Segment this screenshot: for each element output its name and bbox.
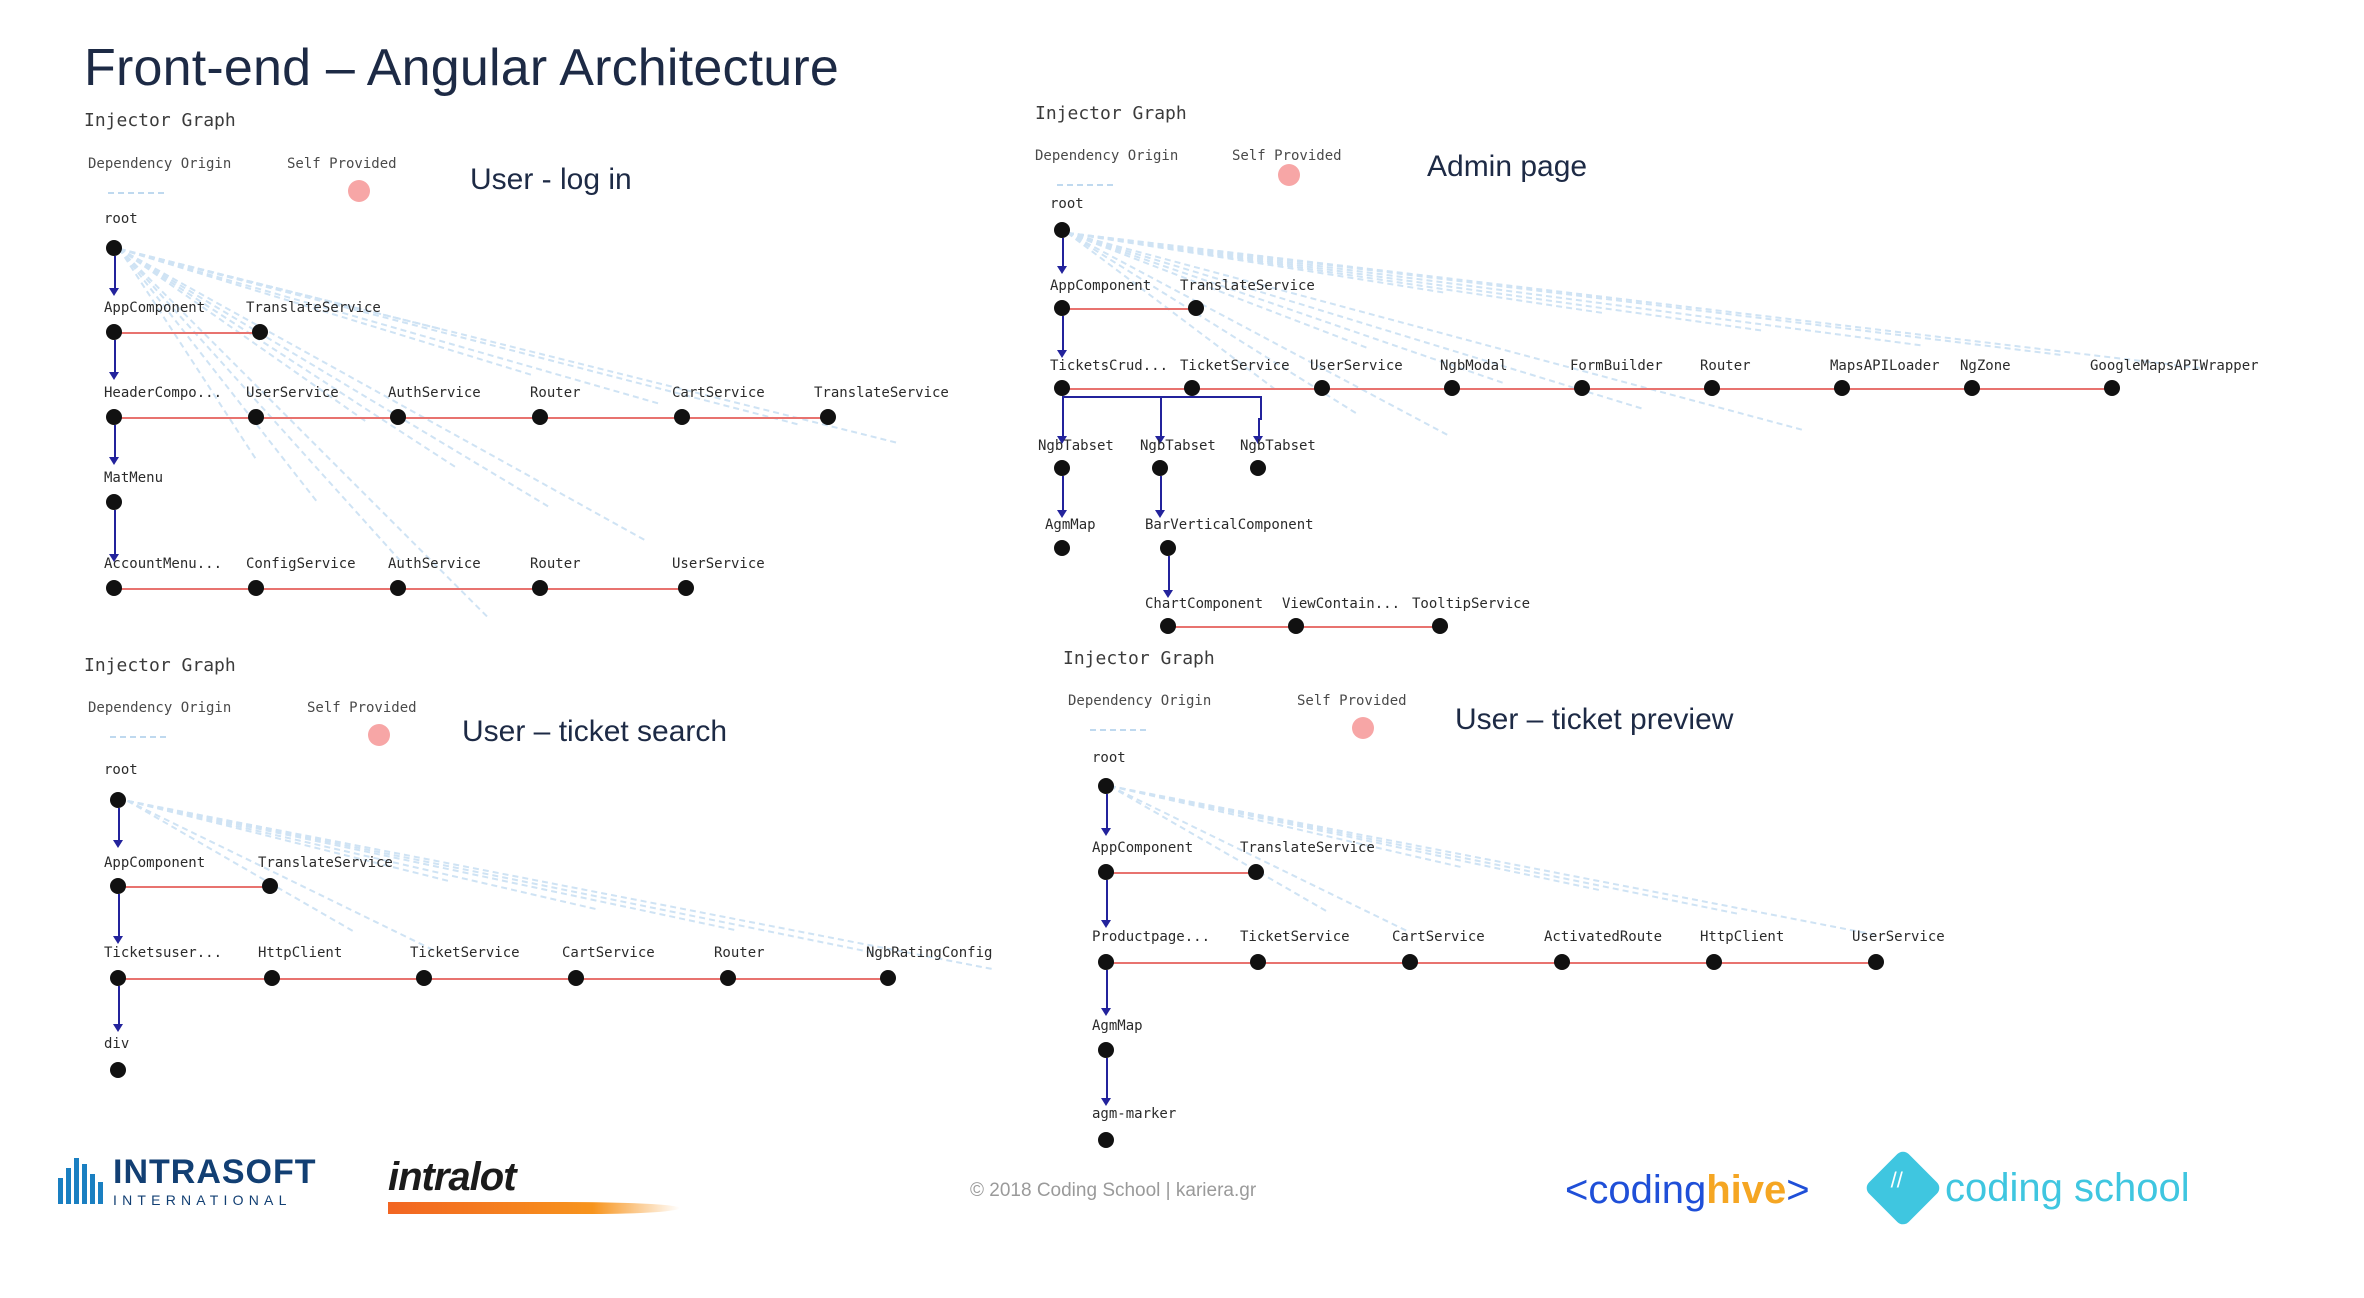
intrasoft-bars-icon xyxy=(58,1158,103,1204)
provider-edge xyxy=(118,886,268,888)
node-dot xyxy=(1868,954,1884,970)
node-label: AppComponent xyxy=(104,855,206,871)
node-label: Ticketsuser... xyxy=(104,945,223,961)
dependency-edge xyxy=(118,248,317,501)
node-dot xyxy=(1248,864,1264,880)
intrasoft-wordmark: INTRASOFT xyxy=(113,1153,317,1191)
dependency-edge xyxy=(1068,232,2200,369)
panel-title-admin: Injector Graph xyxy=(1035,103,1187,124)
node-dot xyxy=(1444,380,1460,396)
node-dot xyxy=(1188,300,1204,316)
coding-school-slashes: // xyxy=(1890,1167,1903,1193)
node-label: BarVerticalComponent xyxy=(1145,517,1314,533)
node-label: AppComponent xyxy=(104,300,206,316)
hierarchy-arrow xyxy=(1101,1098,1111,1106)
coding-school-logo xyxy=(1875,1160,2190,1216)
intralot-wordmark: intralot xyxy=(388,1155,516,1199)
node-label: root xyxy=(1092,750,1126,766)
node-dot xyxy=(110,1062,126,1078)
caption-ticket-search: User – ticket search xyxy=(462,715,728,748)
node-dot xyxy=(1098,954,1114,970)
node-label: GoogleMapsAPIWrapper xyxy=(2090,358,2259,374)
node-dot xyxy=(1054,540,1070,556)
provider-edge xyxy=(1168,626,1448,628)
legend-self-provided-label: Self Provided xyxy=(307,700,417,716)
codinghive-logo xyxy=(1565,1168,1810,1213)
node-dot xyxy=(1054,380,1070,396)
page-title: Front-end – Angular Architecture xyxy=(84,39,840,97)
legend-dependency-origin-label: Dependency Origin xyxy=(88,700,232,716)
hierarchy-arrow xyxy=(113,936,123,944)
node-dot xyxy=(568,970,584,986)
node-dot xyxy=(1314,380,1330,396)
node-label: MatMenu xyxy=(104,470,164,486)
node-dot xyxy=(1160,618,1176,634)
node-dot xyxy=(1250,460,1266,476)
node-dot xyxy=(252,324,268,340)
codinghive-suffix: > xyxy=(1786,1168,1810,1212)
hierarchy-arrow xyxy=(109,288,119,296)
node-label: div xyxy=(104,1036,130,1052)
node-dot xyxy=(1250,954,1266,970)
intralot-logo xyxy=(388,1155,680,1214)
legend-self-provided-label: Self Provided xyxy=(287,156,397,172)
legend-dependency-origin-label: Dependency Origin xyxy=(88,156,232,172)
node-dot xyxy=(1184,380,1200,396)
node-label: ChartComponent xyxy=(1145,596,1264,612)
node-label: HeaderCompo... xyxy=(104,385,223,401)
node-dot xyxy=(264,970,280,986)
node-label: agm-marker xyxy=(1092,1106,1177,1122)
node-label: CartService xyxy=(672,385,765,401)
legend-dependency-origin-line xyxy=(1090,729,1146,731)
hierarchy-edge xyxy=(1106,1058,1108,1102)
hierarchy-edge xyxy=(114,256,116,292)
hierarchy-arrow xyxy=(1101,1008,1111,1016)
node-dot xyxy=(106,324,122,340)
node-label: Router xyxy=(714,945,765,961)
node-label: root xyxy=(104,211,138,227)
codinghive-mid: oding xyxy=(1608,1168,1707,1212)
node-dot xyxy=(248,580,264,596)
intrasoft-subtitle: INTERNATIONAL xyxy=(113,1192,292,1208)
node-label: CartService xyxy=(562,945,655,961)
node-dot xyxy=(1704,380,1720,396)
legend-dependency-origin-label: Dependency Origin xyxy=(1035,148,1179,164)
node-dot xyxy=(1554,954,1570,970)
node-label: UserService xyxy=(1852,929,1945,945)
node-label: TicketService xyxy=(410,945,520,961)
node-label: AppComponent xyxy=(1092,840,1194,856)
dependency-edge xyxy=(1110,785,1876,936)
node-label: MapsAPILoader xyxy=(1830,358,1940,374)
legend-self-provided-dot xyxy=(368,724,390,746)
hierarchy-bracket xyxy=(1062,396,1262,420)
node-label: UserService xyxy=(672,556,765,572)
node-label: NgbTabset xyxy=(1240,438,1316,454)
node-dot xyxy=(1964,380,1980,396)
hierarchy-edge xyxy=(1168,556,1170,594)
legend-dependency-origin-label: Dependency Origin xyxy=(1068,693,1212,709)
dependency-edge xyxy=(120,248,897,443)
coding-school-wordmark: coding school xyxy=(1945,1165,2190,1210)
node-dot xyxy=(1152,460,1168,476)
dependency-edge xyxy=(119,248,658,404)
provider-edge xyxy=(1106,962,1876,964)
hierarchy-edge xyxy=(114,425,116,461)
node-dot xyxy=(532,409,548,425)
node-label: NgbRatingConfig xyxy=(866,945,993,961)
node-dot xyxy=(248,409,264,425)
hierarchy-arrow xyxy=(109,457,119,465)
node-label: CartService xyxy=(1392,929,1485,945)
node-dot xyxy=(1706,954,1722,970)
hierarchy-edge xyxy=(1160,396,1162,418)
node-dot xyxy=(1098,1132,1114,1148)
provider-edge xyxy=(114,417,828,419)
node-label: Router xyxy=(1700,358,1751,374)
provider-edge xyxy=(118,978,888,980)
node-label: root xyxy=(104,762,138,778)
node-dot xyxy=(1054,300,1070,316)
legend-dependency-origin-line xyxy=(108,192,164,194)
node-dot xyxy=(674,409,690,425)
node-label: AuthService xyxy=(388,385,481,401)
provider-edge xyxy=(1106,872,1254,874)
hierarchy-edge xyxy=(114,510,116,558)
intralot-swoosh-icon xyxy=(388,1202,680,1214)
intrasoft-logo xyxy=(58,1155,317,1207)
caption-user-login: User - log in xyxy=(470,163,632,196)
node-dot xyxy=(2104,380,2120,396)
dependency-edge xyxy=(1067,232,1356,414)
hierarchy-arrow xyxy=(1057,266,1067,274)
node-label: UserService xyxy=(246,385,339,401)
node-dot xyxy=(1834,380,1850,396)
node-label: TranslateService xyxy=(258,855,393,871)
node-label: TicketService xyxy=(1180,358,1290,374)
node-dot xyxy=(106,494,122,510)
node-label: AppComponent xyxy=(1050,278,1152,294)
provider-edge xyxy=(114,332,260,334)
codinghive-hive: hive xyxy=(1706,1168,1787,1212)
node-label: NgbTabset xyxy=(1140,438,1216,454)
panel-title-ticket-preview: Injector Graph xyxy=(1063,648,1215,669)
node-dot xyxy=(110,792,126,808)
node-label: NgZone xyxy=(1960,358,2011,374)
dependency-edge xyxy=(1067,232,1641,409)
legend-self-provided-dot xyxy=(1278,164,1300,186)
node-label: NgbModal xyxy=(1440,358,1508,374)
footer-credit: © 2018 Coding School | kariera.gr xyxy=(970,1180,1257,1201)
node-dot self xyxy=(1288,618,1304,634)
legend-self-provided-dot xyxy=(348,180,370,202)
legend-self-provided-label: Self Provided xyxy=(1232,148,1342,164)
node-dot xyxy=(390,580,406,596)
node-dot xyxy=(110,878,126,894)
node-label: AccountMenu... xyxy=(104,556,223,572)
panel-title-user-login: Injector Graph xyxy=(84,110,236,131)
panel-title-ticket-search: Injector Graph xyxy=(84,655,236,676)
hierarchy-edge xyxy=(1106,880,1108,924)
dependency-edge xyxy=(119,248,549,507)
legend-self-provided-label: Self Provided xyxy=(1297,693,1407,709)
hierarchy-edge xyxy=(1106,970,1108,1012)
node-dot xyxy=(1402,954,1418,970)
node-label: NgbTabset xyxy=(1038,438,1114,454)
dependency-edge xyxy=(127,800,433,951)
node-label: root xyxy=(1050,196,1084,212)
node-dot xyxy=(880,970,896,986)
hierarchy-arrow xyxy=(113,840,123,848)
hierarchy-edge xyxy=(1062,316,1064,354)
node-label: TicketService xyxy=(1240,929,1350,945)
caption-ticket-preview: User – ticket preview xyxy=(1455,703,1734,736)
dependency-edge xyxy=(1109,785,1406,931)
codinghive-prefix: <c xyxy=(1565,1168,1609,1212)
node-dot xyxy=(1098,864,1114,880)
node-label: HttpClient xyxy=(258,945,343,961)
hierarchy-edge xyxy=(1106,794,1108,832)
node-dot xyxy=(1098,1042,1114,1058)
node-dot xyxy=(678,580,694,596)
node-label: Router xyxy=(530,385,581,401)
caption-admin-page: Admin page xyxy=(1427,150,1588,183)
node-label: TranslateService xyxy=(814,385,949,401)
node-dot xyxy=(262,878,278,894)
legend-dependency-origin-line xyxy=(1057,184,1113,186)
coding-school-diamond-icon xyxy=(1863,1148,1942,1227)
hierarchy-arrow xyxy=(109,372,119,380)
node-dot xyxy=(532,580,548,596)
node-dot xyxy=(1054,222,1070,238)
hierarchy-arrow xyxy=(1057,350,1067,358)
hierarchy-edge xyxy=(118,808,120,844)
hierarchy-edge xyxy=(118,986,120,1028)
node-dot xyxy=(1054,460,1070,476)
node-dot xyxy=(106,240,122,256)
node-dot xyxy=(1098,778,1114,794)
node-dot xyxy=(720,970,736,986)
node-label: ConfigService xyxy=(246,556,356,572)
node-dot xyxy=(1574,380,1590,396)
node-label: TranslateService xyxy=(1180,278,1315,294)
node-label: AgmMap xyxy=(1045,517,1096,533)
node-label: ActivatedRoute xyxy=(1544,929,1663,945)
node-dot xyxy=(820,409,836,425)
legend-dependency-origin-line xyxy=(110,736,166,738)
node-dot xyxy=(110,970,126,986)
node-dot xyxy=(416,970,432,986)
node-label: TranslateService xyxy=(1240,840,1375,856)
node-label: TicketsCrud... xyxy=(1050,358,1169,374)
node-dot xyxy=(106,580,122,596)
hierarchy-arrow xyxy=(1101,920,1111,928)
hierarchy-edge xyxy=(118,894,120,940)
node-label: AuthService xyxy=(388,556,481,572)
node-label: ViewContain... xyxy=(1282,596,1401,612)
node-label: Productpage... xyxy=(1092,929,1211,945)
legend-self-provided-dot xyxy=(1352,717,1374,739)
hierarchy-edge xyxy=(1160,476,1162,514)
hierarchy-edge xyxy=(114,340,116,376)
node-dot xyxy=(106,409,122,425)
node-dot xyxy=(390,409,406,425)
node-dot xyxy=(1160,540,1176,556)
hierarchy-arrow xyxy=(1101,828,1111,836)
provider-edge xyxy=(1062,308,1196,310)
hierarchy-edge xyxy=(1062,476,1064,514)
node-label: TooltipService xyxy=(1412,596,1531,612)
node-label: HttpClient xyxy=(1700,929,1785,945)
node-label: AgmMap xyxy=(1092,1018,1143,1034)
hierarchy-arrow xyxy=(113,1024,123,1032)
node-label: FormBuilder xyxy=(1570,358,1663,374)
node-label: UserService xyxy=(1310,358,1403,374)
node-label: Router xyxy=(530,556,581,572)
node-dot self xyxy=(1432,618,1448,634)
node-label: TranslateService xyxy=(246,300,381,316)
